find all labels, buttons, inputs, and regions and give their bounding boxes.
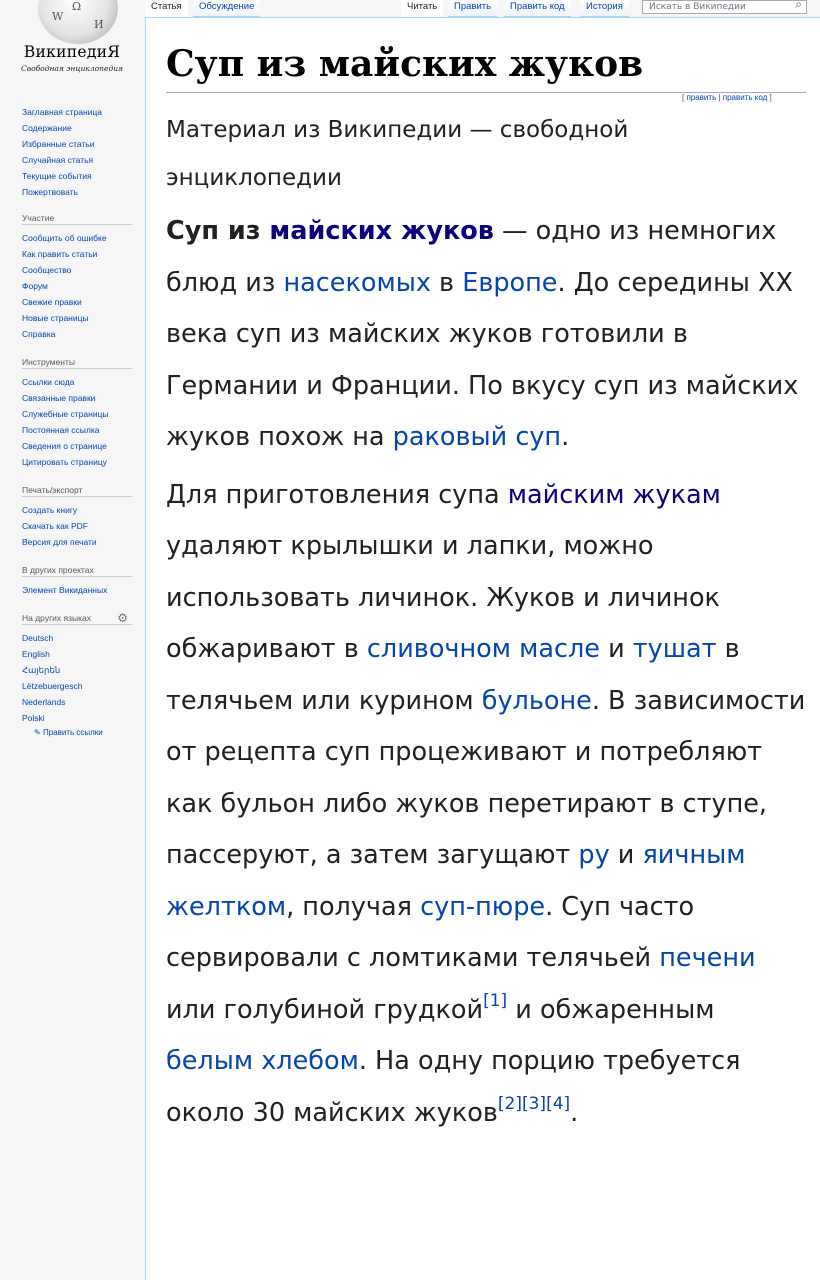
page-title: Суп из майских жуков — [166, 43, 644, 85]
link-roux[interactable]: ру — [578, 840, 610, 870]
sidebar-item-cite-page[interactable]: Цитировать страницу — [22, 457, 107, 467]
logo-tagline: Свободная энциклопедия — [20, 64, 124, 73]
sidebar-item-featured[interactable]: Избранные статьи — [22, 139, 95, 149]
text: . Суп часто сервировали с ломтиками телячьей — [166, 891, 695, 973]
sidebar-item-lang-hy[interactable]: Հայերեն — [22, 665, 61, 675]
sidebar-item-random[interactable]: Случайная статья — [22, 155, 94, 165]
text: в телячьем или курином — [166, 634, 740, 716]
text: . В зависимости от рецепта суп процеживают и потребляют как бульон либо жуков перетирают в ступе, пассеруют, а затем загущают — [166, 685, 806, 870]
sidebar-other-projects — [22, 565, 132, 598]
sidebar-item-printable-version[interactable]: Версия для печати — [22, 537, 97, 547]
reference-2[interactable]: [2] — [497, 1093, 522, 1114]
text: . До середины XX века суп из майских жуков готовили в Германии и Франции. По вкусу суп из майских жуков похож на — [166, 267, 799, 452]
tab-edit[interactable]: Править — [448, 0, 497, 17]
search-input[interactable] — [642, 0, 807, 14]
sidebar-item-lang-de[interactable]: Deutsch — [22, 633, 54, 643]
edit-links-label: Править ссылки — [42, 728, 103, 737]
portal-heading: В других проектах — [22, 565, 132, 577]
text: Суп из — [166, 216, 270, 246]
sidebar-item-help[interactable]: Справка — [22, 329, 56, 339]
edit-link[interactable]: править — [686, 93, 717, 102]
link-europe[interactable]: Европе — [462, 267, 558, 298]
content-area — [145, 17, 820, 1280]
link-puree-soup[interactable]: суп-пюре — [420, 891, 546, 922]
puzzle-globe-icon — [38, 0, 118, 44]
sidebar-item-what-links-here[interactable]: Ссылки сюда — [22, 377, 75, 387]
sidebar-languages — [22, 613, 132, 740]
link-insects[interactable]: насекомых — [283, 267, 431, 298]
edit-section-links — [682, 93, 772, 102]
sidebar-item-download-pdf[interactable]: Скачать как PDF — [22, 521, 88, 531]
sidebar-item-lang-pl[interactable]: Polski — [22, 713, 45, 723]
sidebar-item-wikidata[interactable]: Элемент Викиданных — [22, 585, 108, 595]
wikipedia-logo[interactable] — [8, 0, 136, 84]
sidebar-participation — [22, 213, 132, 342]
sidebar-print-export — [22, 485, 132, 550]
article-body — [166, 206, 806, 1145]
sidebar-item-current-events[interactable]: Текущие события — [22, 171, 92, 181]
sidebar — [0, 0, 145, 1280]
text: и обжаренным — [507, 994, 715, 1025]
link-crayfish-soup[interactable]: раковый суп — [392, 422, 562, 452]
sidebar-tools — [22, 357, 132, 470]
tab-talk[interactable]: Обсуждение — [193, 0, 260, 17]
sidebar-item-permanent-link[interactable]: Постоянная ссылка — [22, 425, 100, 435]
sidebar-item-page-info[interactable]: Сведения о странице — [22, 441, 107, 451]
text: или голубиной грудкой — [166, 994, 484, 1025]
sidebar-item-special-pages[interactable]: Служебные страницы — [22, 409, 109, 419]
lead-bold — [166, 216, 494, 246]
sidebar-navigation — [22, 104, 132, 200]
sidebar-item-report-error[interactable]: Сообщить об ошибке — [22, 233, 107, 243]
gear-icon[interactable]: ⚙ — [117, 611, 128, 625]
portal-heading — [22, 613, 132, 625]
tab-article[interactable]: Статья — [145, 0, 188, 17]
sidebar-item-main-page[interactable]: Заглавная страница — [22, 107, 102, 117]
paragraph-1 — [166, 206, 806, 464]
text: — одно из немногих блюд из — [166, 216, 777, 298]
logo-wordmark: ВикипедиЯ — [23, 43, 121, 61]
text: . На одну порцию требуется около 30 майских жуков — [166, 1046, 741, 1128]
site-subtitle: Материал из Википедии — свободной энциклопедии — [166, 117, 629, 191]
link-egg-yolk[interactable]: яичным желтком — [166, 840, 746, 922]
sidebar-item-donate[interactable]: Пожертвовать — [22, 187, 79, 197]
paragraph-2 — [166, 470, 806, 1140]
text: . — [561, 422, 570, 452]
sidebar-item-forum[interactable]: Форум — [22, 281, 48, 291]
separator: | — [716, 93, 723, 102]
portal-heading: Инструменты — [22, 357, 132, 369]
reference-1[interactable]: [1] — [483, 990, 508, 1011]
tab-read[interactable]: Читать — [401, 0, 443, 17]
sidebar-item-lang-en[interactable]: English — [22, 649, 50, 659]
link-stew[interactable]: тушат — [632, 634, 717, 664]
text: в — [430, 267, 463, 298]
sidebar-item-create-book[interactable]: Создать книгу — [22, 505, 78, 515]
sidebar-item-how-to-edit[interactable]: Как править статьи — [22, 249, 98, 259]
tab-edit-source[interactable]: Править код — [504, 0, 571, 17]
search-placeholder: Искать в Википедии — [649, 2, 746, 12]
sidebar-item-community[interactable]: Сообщество — [22, 265, 72, 275]
globe-glyph: W — [52, 10, 64, 23]
reference-3[interactable]: [3] — [521, 1093, 547, 1114]
sidebar-item-recent-changes[interactable]: Свежие правки — [22, 297, 82, 307]
link-white-bread[interactable]: белым хлебом — [166, 1046, 359, 1076]
reference-4[interactable]: [4] — [546, 1093, 571, 1114]
text: и — [599, 634, 633, 664]
pencil-icon: ✎ — [34, 728, 41, 737]
tab-history[interactable]: История — [580, 0, 629, 17]
link-butter[interactable]: сливочном масле — [366, 634, 600, 664]
bracket: ] — [767, 93, 772, 102]
sidebar-item-lang-lb[interactable]: Lëtzebuergesch — [22, 681, 83, 691]
text: и — [609, 840, 643, 870]
link-may-beetles-2[interactable]: майским жукам — [507, 479, 721, 510]
languages-heading: На других языках — [22, 613, 92, 623]
search-icon[interactable]: ⌕ — [795, 0, 802, 11]
link-may-beetles[interactable]: майских жуков — [269, 216, 494, 246]
page-tabs — [145, 0, 820, 18]
globe-glyph: Ω — [72, 0, 82, 13]
sidebar-item-contents[interactable]: Содержание — [22, 123, 72, 133]
text: , получая — [286, 891, 421, 922]
text: . — [570, 1097, 579, 1128]
portal-heading: Участие — [22, 213, 132, 225]
edit-interlanguage-links[interactable] — [22, 726, 132, 740]
sidebar-item-lang-nl[interactable]: Nederlands — [22, 697, 66, 707]
globe-glyph: И — [94, 18, 104, 31]
edit-code-link[interactable]: править код — [722, 93, 768, 102]
link-broth[interactable]: бульоне — [481, 685, 592, 716]
sidebar-item-new-pages[interactable]: Новые страницы — [22, 313, 89, 323]
sidebar-item-related-changes[interactable]: Связанные правки — [22, 393, 96, 403]
text: удаляют крылышки и лапки, можно использовать личинок. Жуков и личинок обжаривают в — [166, 531, 720, 664]
link-liver[interactable]: печени — [659, 943, 756, 973]
text: Для приготовления супа — [166, 479, 508, 510]
portal-heading: Печать/экспорт — [22, 485, 132, 497]
bracket: [ — [682, 93, 687, 102]
